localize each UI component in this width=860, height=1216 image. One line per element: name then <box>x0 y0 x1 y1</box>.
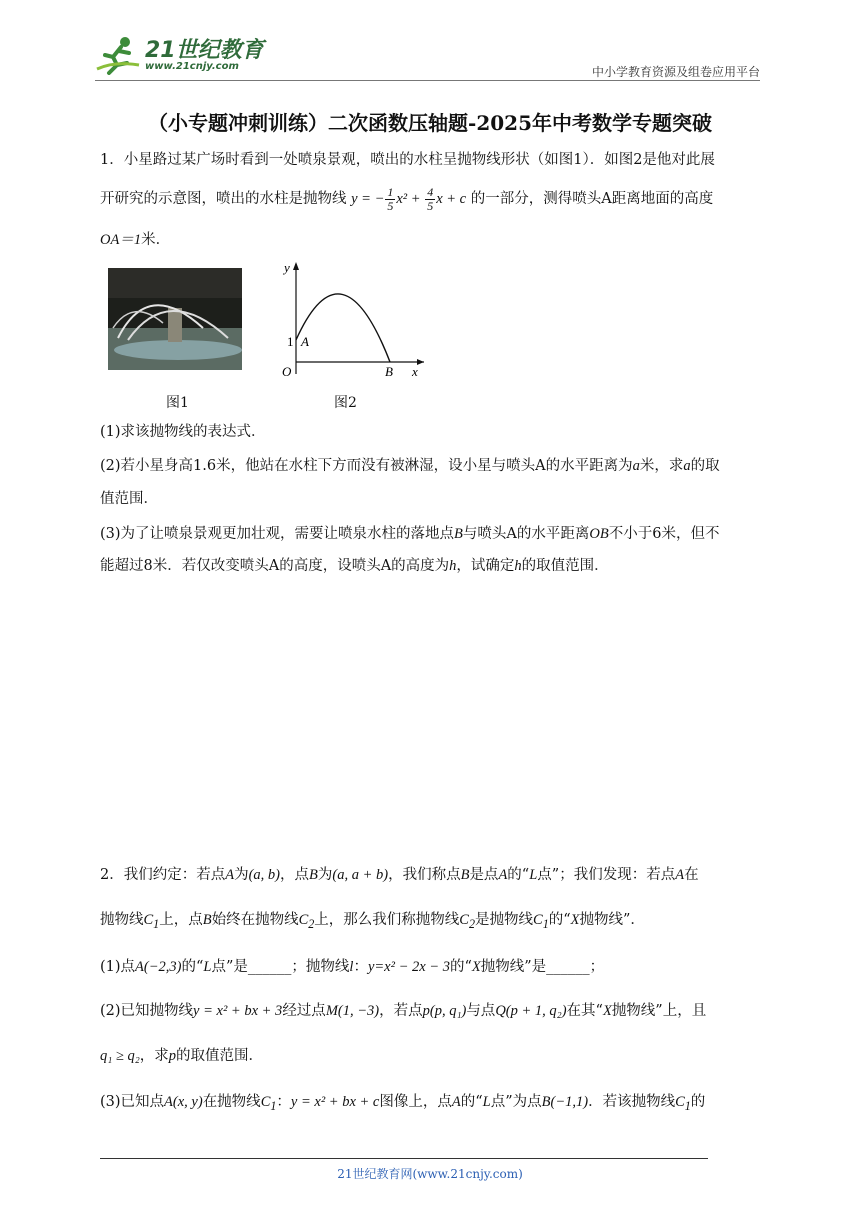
q1-var-h-2: h <box>514 558 522 574</box>
q2-p2-eq: y = x² + bx + 3 <box>193 1003 283 1019</box>
fountain-photo <box>108 268 242 370</box>
q2-p3-point-a: (x, y) <box>172 1094 203 1110</box>
q2-p1i: 抛物线”是______； <box>480 959 605 975</box>
q1-var-b: B <box>454 526 463 542</box>
q2-part1 <box>100 957 765 977</box>
q1-part3-text-e: ，试确定 <box>456 558 515 574</box>
q2-p2-ineq: q₁ ≥ q₂ <box>100 1048 140 1064</box>
q1-part2-text-b: 米，求 <box>639 458 684 474</box>
q2-p2-point-m: (1, −3) <box>337 1003 380 1019</box>
q2-var-x: X <box>570 912 580 928</box>
q2-p1-var-l: L <box>203 959 212 975</box>
q2-p1f: ： <box>353 959 368 975</box>
q2-p3i: 的“ <box>460 1094 483 1110</box>
q2-part2-cont <box>100 1046 765 1066</box>
q2-t2b: 上，点 <box>159 912 203 928</box>
q2-p1-var-l2: l <box>349 959 354 975</box>
q2-p3n: 的 <box>690 1094 706 1110</box>
q2-p3-eq: y = x² + bx + c <box>290 1094 380 1110</box>
q2-p1d: 点”是______；抛物线 <box>211 959 350 975</box>
q1-part3 <box>100 524 765 544</box>
q1-line2 <box>100 186 765 213</box>
q2-t2c: 始终在抛物线 <box>211 912 299 928</box>
q2-p2o: ，求 <box>139 1048 169 1064</box>
q2-p3g: 图像上，点 <box>379 1094 452 1110</box>
q1-part2-text-a: (2)若小星身高1.6米，他站在水柱下方而没有被淋湿，设小星与喷头A的水平距离为 <box>100 458 633 474</box>
q2-p2l: 在其“ <box>566 1003 603 1019</box>
fig2-one-label: 1 <box>287 334 294 349</box>
fig2-origin-label: O <box>282 364 292 379</box>
runner-logo-icon <box>95 35 141 75</box>
fig2-x-label: x <box>412 364 418 379</box>
q2-var-b2: B <box>460 867 470 883</box>
q2-point-ab: (a, b) <box>248 867 281 883</box>
q1-part3-cont <box>100 556 765 576</box>
q2-p2i: 与点 <box>466 1003 496 1019</box>
q2-p1-eq: y=x² − 2x − 3 <box>367 959 450 975</box>
q2-var-b3: B <box>202 912 212 928</box>
logo-text: 21世纪教育 <box>145 38 264 63</box>
q1-part2 <box>100 456 765 476</box>
q2-p1-point: (−2,3) <box>143 959 182 975</box>
header-divider <box>95 80 760 81</box>
q2-t2e: 是抛物线 <box>475 912 534 928</box>
q2-p3a: (3)已知点 <box>100 1094 165 1110</box>
q1-line1: 1．小星路过某广场时看到一处喷泉景观，喷出的水柱呈抛物线形状（如图1）．如图2是他对此展 <box>100 152 715 168</box>
q1-part3-text-d: 能超过8米．若仅改变喷头A的高度，设喷头A的高度为 <box>100 558 450 574</box>
q2-p3-var-b: B <box>541 1094 551 1110</box>
q2-t2a: 抛物线 <box>100 912 144 928</box>
q2-p2-var-q: Q <box>495 1003 506 1019</box>
q1-var-a: a <box>632 458 640 474</box>
q1-parabola-formula: y = − $\frac{1}{5}$ x² + $\frac{4}{5}$ x + c <box>351 185 467 213</box>
q2-p2-var-p: p <box>422 1003 430 1019</box>
q2-p3-c1b: $C_1$ <box>675 1094 691 1113</box>
page-title: （小专题冲刺训练）二次函数压轴题-2025年中考数学专题突破 <box>148 111 712 135</box>
figure1-caption: 图1 <box>166 395 189 411</box>
q2-p1c: 的“ <box>181 959 204 975</box>
q2-var-a2: A <box>498 867 508 883</box>
q2-p1-var-a: A <box>135 959 144 975</box>
q2-t1h: 点”；我们发现：若点 <box>537 867 676 883</box>
q1-line3-text: 米． <box>141 232 171 248</box>
q2-p2-var-p2: p <box>168 1048 177 1064</box>
q2-t1b: 为 <box>234 867 249 883</box>
q2-point-aab: (a, a + b) <box>332 867 389 883</box>
fig2-y-label: y <box>284 260 290 275</box>
q2-t1c: ，点 <box>280 867 310 883</box>
parabola-diagram <box>276 258 426 380</box>
q2-p2a: (2)已知抛物线 <box>100 1003 194 1019</box>
q2-var-l: L <box>529 867 538 883</box>
q2-t2d: 上，那么我们称抛物线 <box>314 912 460 928</box>
q2-t1i: 在 <box>684 867 699 883</box>
figure2-caption: 图2 <box>334 395 357 411</box>
q2-p1a: (1)点 <box>100 959 136 975</box>
q2-p2q: 的取值范围． <box>176 1048 264 1064</box>
q2-p3-c1: $C_1$ <box>260 1094 277 1113</box>
q1-var-h: h <box>449 558 457 574</box>
q2-t1g: 的“ <box>507 867 530 883</box>
q1-part2-text-c: 的取 <box>690 458 720 474</box>
q1-part3-text-f: 的取值范围． <box>521 558 609 574</box>
fig2-point-a-label: A <box>301 334 309 349</box>
q2-p3-var-a: A <box>164 1094 173 1110</box>
q2-part3 <box>100 1092 765 1116</box>
q1-line2-text-a: 开研究的示意图，喷出的水柱是抛物线 <box>100 190 347 207</box>
q2-p3e: ： <box>276 1094 291 1110</box>
q2-p2-var-m: M <box>325 1003 338 1019</box>
q2-t2g: 抛物线”． <box>579 912 645 928</box>
q2-var-b1: B <box>309 867 318 883</box>
q1-part2-cont: 值范围． <box>100 491 158 507</box>
logo <box>95 33 265 77</box>
q2-p2c: 经过点 <box>282 1003 326 1019</box>
page-header <box>95 33 760 81</box>
q1-line2-text-b: 的一部分，测得喷头A距离地面的高度 <box>470 190 714 207</box>
q2-c1: $C_1$ <box>143 912 160 931</box>
q2-p3j: 点”为点 <box>490 1094 542 1110</box>
q2-p1h: 的“ <box>449 959 472 975</box>
q2-p3-point-b: (−1,1) <box>550 1094 589 1110</box>
q1-line3 <box>100 230 765 250</box>
q2-p3-var-a2: A <box>451 1094 461 1110</box>
q2-t2f: 的“ <box>548 912 571 928</box>
q2-c1b: $C_1$ <box>533 912 549 931</box>
q2-p3m: ．若该抛物线 <box>588 1094 676 1110</box>
q2-line2 <box>100 910 765 934</box>
q1-part3-text-b: 与喷头A的水平距离 <box>462 526 590 542</box>
footer-divider <box>100 1158 708 1159</box>
q1-var-ob: OB <box>589 526 609 542</box>
q2-t1a: 2．我们约定：若点 <box>100 867 226 883</box>
q2-c2: $C_2$ <box>298 912 315 931</box>
fig2-point-b-label: B <box>385 364 393 379</box>
q2-c2b: $C_2$ <box>459 912 476 931</box>
q1-var-a-2: a <box>683 458 691 474</box>
q2-p2-point-p: (p, q₁) <box>429 1003 467 1019</box>
q2-t1e: ，我们称点 <box>388 867 461 883</box>
q2-p2-point-q: (p + 1, q₂) <box>505 1003 567 1019</box>
footer-link[interactable]: 21世纪教育网(www.21cnjy.com) <box>337 1167 523 1181</box>
q1-part3-text-a: (3)为了让喷泉景观更加壮观，需要让喷泉水柱的落地点 <box>100 526 455 542</box>
q2-t1d: 为 <box>317 867 333 883</box>
q2-p3d: 在抛物线 <box>202 1094 261 1110</box>
q2-t1f: 是点 <box>469 867 499 883</box>
q2-var-a1: A <box>225 867 235 883</box>
logo-url: www.21cnjy.com <box>145 61 239 72</box>
q2-p2f: ，若点 <box>379 1003 423 1019</box>
header-platform-text: 中小学教育资源及组卷应用平台 <box>591 65 760 79</box>
q2-p3-var-l: L <box>482 1094 491 1110</box>
q2-p2m: 抛物线”上，且 <box>611 1003 707 1019</box>
q1-part1: (1)求该抛物线的表达式． <box>100 424 266 440</box>
q2-part2 <box>100 1001 765 1021</box>
q1-part3-text-c: 不小于6米，但不 <box>608 526 720 542</box>
q2-p1-var-x: X <box>471 959 481 975</box>
q1-oa-eq: OA＝1 <box>100 232 142 248</box>
q2-p2-var-x: X <box>602 1003 612 1019</box>
q2-line1 <box>100 865 765 885</box>
q2-var-a3: A <box>675 867 685 883</box>
